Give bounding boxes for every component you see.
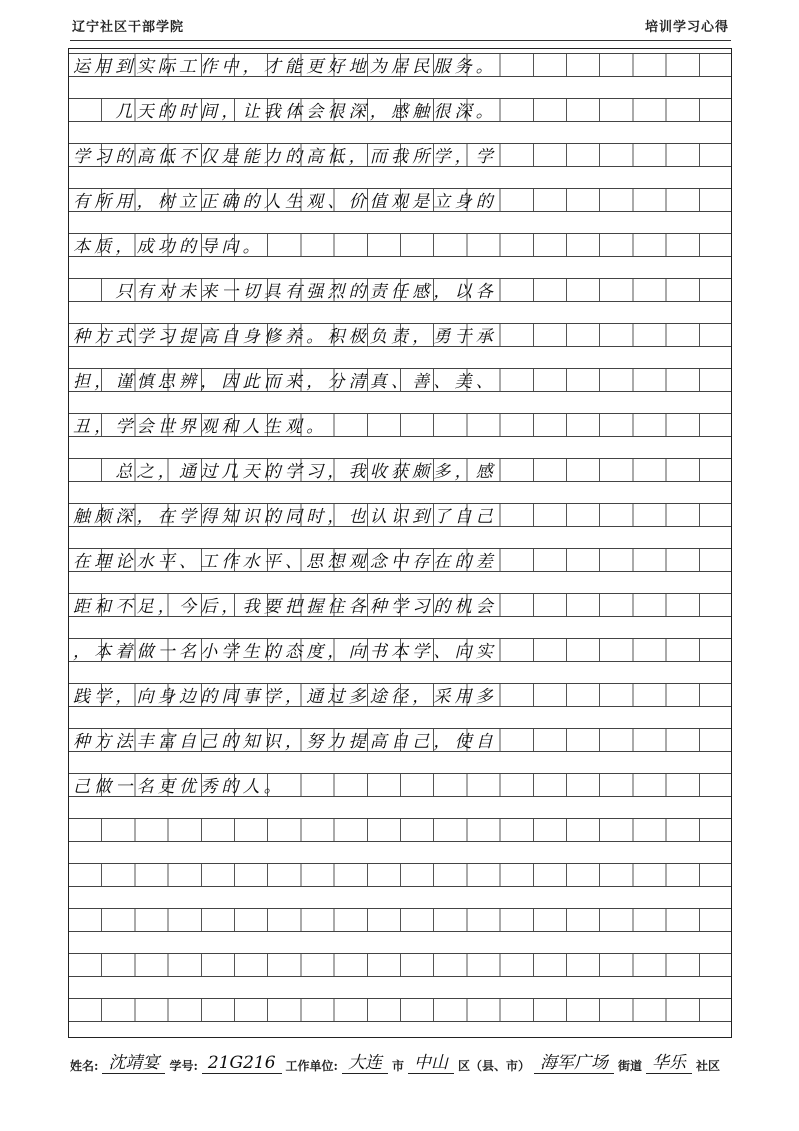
header-rule <box>70 40 731 41</box>
district-value: 中山 <box>408 1048 454 1074</box>
grid-row <box>69 773 731 797</box>
city-value: 大连 <box>342 1048 388 1074</box>
writing-grid <box>68 48 732 1038</box>
city-label: 市 <box>391 1059 404 1073</box>
handwritten-line: 己做一名更优秀的人。 <box>73 777 285 797</box>
grid-row <box>69 458 731 482</box>
handwritten-line: 践学，向身边的同事学，通过多途径，采用多 <box>73 687 497 707</box>
handwritten-line: 几天的时间，让我体会很深，感触很深。 <box>73 102 497 122</box>
handwritten-line: 丑，学会世界观和人生观。 <box>73 417 328 437</box>
community-value: 华乐 <box>646 1048 692 1074</box>
grid-row <box>69 368 731 392</box>
grid-row <box>69 638 731 662</box>
student-info-footer <box>70 1048 739 1074</box>
grid-row <box>69 683 731 707</box>
handwritten-line: 本质，成功的导向。 <box>73 237 264 257</box>
grid-row <box>69 863 731 887</box>
grid-row <box>69 503 731 527</box>
student-id-label: 学号: <box>169 1059 198 1073</box>
grid-row <box>69 593 731 617</box>
grid-row <box>69 413 731 437</box>
grid-row <box>69 323 731 347</box>
grid-row <box>69 818 731 842</box>
grid-row <box>69 188 731 212</box>
student-id-value: 21G216 <box>202 1053 282 1074</box>
handwritten-line: 种方式学习提高自身修养。积极负责，勇于承 <box>73 327 497 347</box>
grid-row <box>69 278 731 302</box>
street-label: 街道 <box>618 1059 643 1073</box>
handwritten-line: 学习的高低不仅是能力的高低，而我所学，学 <box>73 147 497 167</box>
name-value: 沈靖宴 <box>102 1048 165 1074</box>
handwritten-line: 总之，通过几天的学习，我收获颇多，感 <box>73 462 497 482</box>
street-value: 海军广场 <box>534 1048 614 1074</box>
handwritten-line: 担，谨慎思辨，因此而来，分清真、善、美、 <box>73 372 497 392</box>
grid-row <box>69 233 731 257</box>
grid-row <box>69 98 731 122</box>
grid-row <box>69 998 731 1022</box>
handwritten-line: 运用到实际工作中，才能更好地为居民服务。 <box>73 57 497 77</box>
grid-row <box>69 908 731 932</box>
grid-row <box>69 548 731 572</box>
handwritten-line: ，本着做一名小学生的态度，向书本学、向实 <box>73 642 497 662</box>
handwritten-line: 触颇深，在学得知识的同时，也认识到了自己 <box>73 507 497 527</box>
grid-row <box>69 53 731 77</box>
header-subtitle: 培训学习心得 <box>644 20 729 35</box>
grid-row <box>69 143 731 167</box>
grid-row <box>69 953 731 977</box>
name-label: 姓名: <box>70 1059 99 1073</box>
handwritten-line: 只有对未来一切具有强烈的责任感，以各 <box>73 282 497 302</box>
header-title: 辽宁社区干部学院 <box>72 20 185 35</box>
handwritten-line: 距和不足，今后，我要把握住各种学习的机会 <box>73 597 497 617</box>
handwritten-line: 种方法丰富自己的知识，努力提高自己，使自 <box>73 732 497 752</box>
grid-row <box>69 728 731 752</box>
handwritten-line: 有所用，树立正确的人生观、价值观是立身的 <box>73 192 497 212</box>
work-unit-label: 工作单位: <box>285 1059 338 1073</box>
district-label: 区（县、市） <box>458 1059 531 1073</box>
community-label: 社区 <box>696 1059 721 1073</box>
handwritten-line: 在理论水平、工作水平、思想观念中存在的差 <box>73 552 497 572</box>
